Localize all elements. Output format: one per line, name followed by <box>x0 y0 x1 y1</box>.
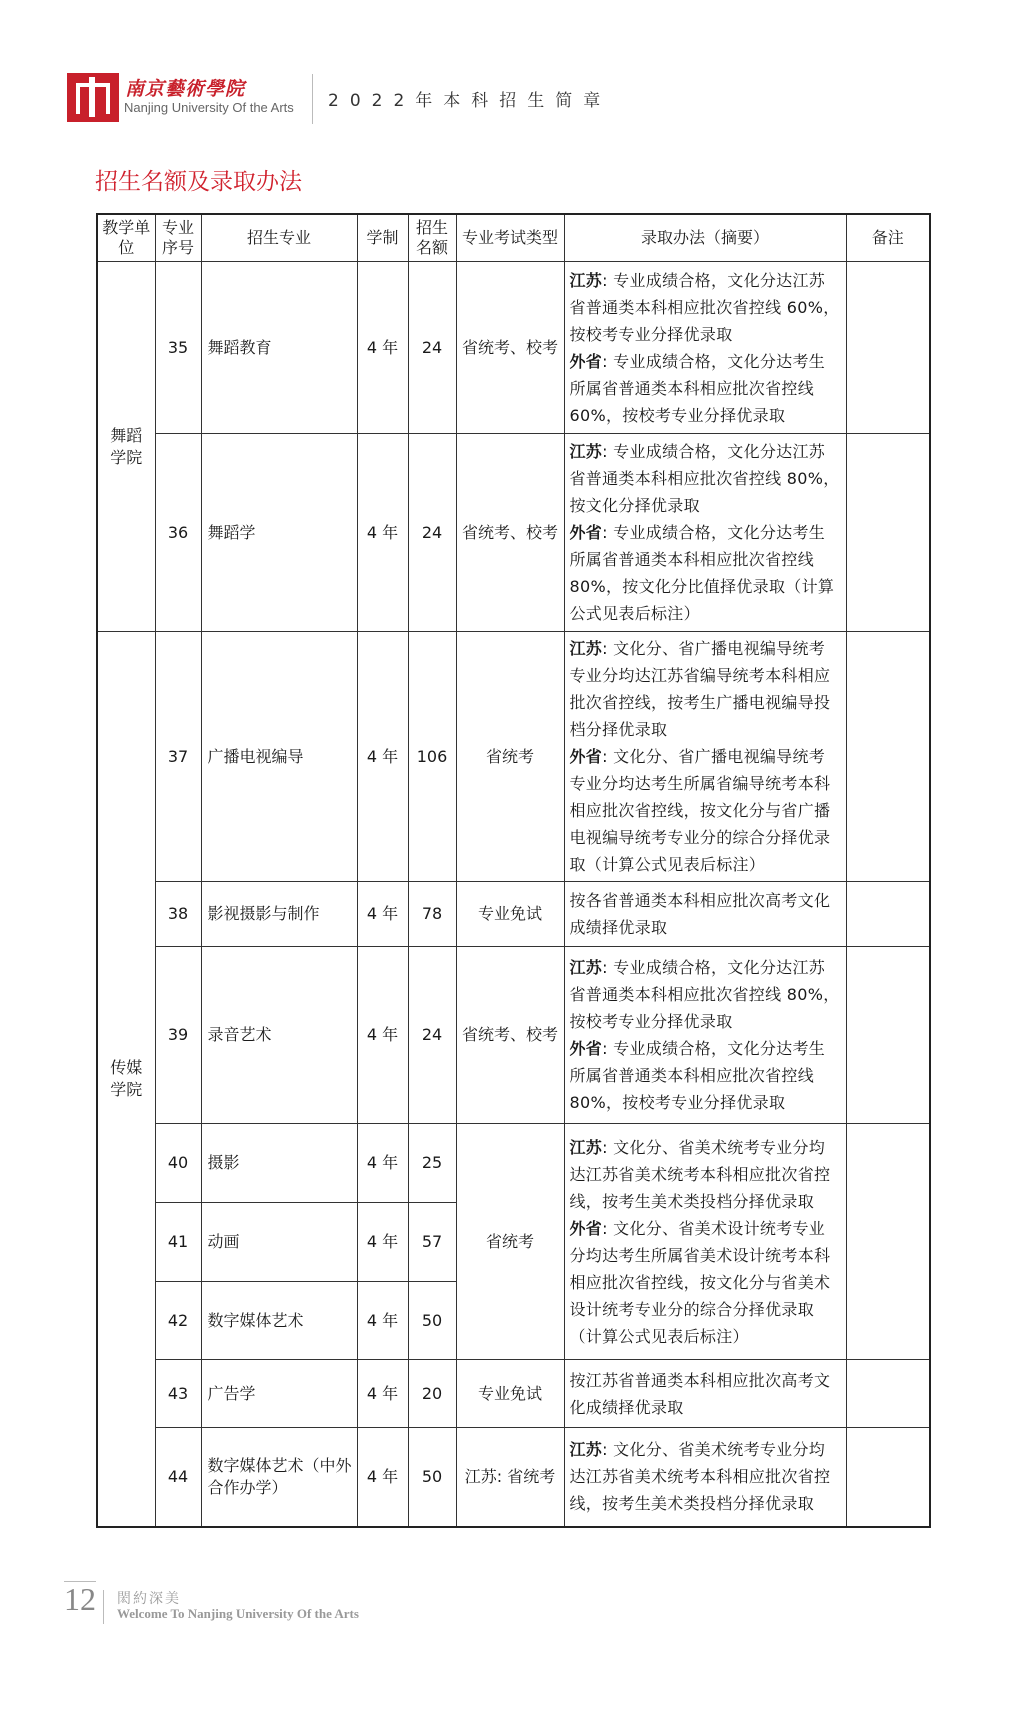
duration-cell: 4 年 <box>357 1203 408 1282</box>
major-number-cell: 42 <box>155 1282 201 1360</box>
rule-text: : 专业成绩合格，文化分达江苏省普通类本科相应批次省控线 80%，按文化分择优录取 <box>569 442 840 515</box>
admission-rule-cell <box>564 1428 846 1527</box>
admission-rule-cell <box>564 262 846 434</box>
university-logo <box>67 73 119 122</box>
rule-paragraph <box>570 743 841 878</box>
duration-cell: 4 年 <box>357 1282 408 1360</box>
major-number-cell: 38 <box>155 882 201 947</box>
major-number-cell: 39 <box>155 947 201 1124</box>
table-row <box>97 1428 930 1527</box>
quota-cell: 20 <box>408 1360 456 1428</box>
rule-text: : 专业成绩合格，文化分达考生所属省普通类本科相应批次省控线 80%，按校考专业分择优录取 <box>569 1039 826 1112</box>
note-cell <box>846 1124 930 1360</box>
note-cell <box>846 632 930 882</box>
major-number-cell: 43 <box>155 1360 201 1428</box>
rule-text: 按江苏省普通类本科相应批次高考文化成绩择优录取 <box>569 1370 831 1417</box>
rule-region-label: 江苏 <box>569 1440 603 1460</box>
rule-region-label: 外省 <box>569 351 603 371</box>
note-cell <box>846 1360 930 1428</box>
admission-rule-cell <box>564 434 846 632</box>
quota-cell: 78 <box>408 882 456 947</box>
table-row <box>97 947 930 1124</box>
major-name-cell: 舞蹈教育 <box>201 262 357 434</box>
table-row <box>97 262 930 434</box>
quota-cell: 24 <box>408 947 456 1124</box>
admission-rule-cell <box>564 882 846 947</box>
major-number-cell: 36 <box>155 434 201 632</box>
rule-paragraph <box>570 348 841 429</box>
footer-divider <box>103 1590 104 1624</box>
rule-paragraph <box>570 1215 841 1350</box>
exam-type-cell: 省统考、校考 <box>456 947 564 1124</box>
note-cell <box>846 882 930 947</box>
column-header: 专业序号 <box>155 214 201 262</box>
exam-type-cell: 专业免试 <box>456 882 564 947</box>
duration-cell: 4 年 <box>357 1124 408 1203</box>
quota-cell: 57 <box>408 1203 456 1282</box>
rule-text: : 文化分、省美术设计统考专业分均达考生所属省美术设计统考本科相应批次省控线，按文化分与省美术设计统考专业分的综合分择优录取（计算公式见表后标注） <box>569 1218 831 1346</box>
note-cell <box>846 1428 930 1527</box>
major-number-cell: 40 <box>155 1124 201 1203</box>
admission-table <box>96 213 931 1528</box>
exam-type-cell: 省统考、校考 <box>456 434 564 632</box>
duration-cell: 4 年 <box>357 1360 408 1428</box>
quota-cell: 50 <box>408 1282 456 1360</box>
exam-type-cell: 省统考、校考 <box>456 262 564 434</box>
rule-text: : 文化分、省美术统考专业分均达江苏省美术统考本科相应批次省控线，按考生美术类投档分择优录取 <box>569 1440 831 1514</box>
rule-region-label: 外省 <box>569 1218 603 1238</box>
duration-cell: 4 年 <box>357 632 408 882</box>
rule-region-label: 外省 <box>569 747 603 766</box>
column-header: 录取办法（摘要） <box>564 214 846 262</box>
major-name-cell: 数字媒体艺术 <box>201 1282 357 1360</box>
duration-cell: 4 年 <box>357 882 408 947</box>
duration-cell: 4 年 <box>357 947 408 1124</box>
admission-rule-cell <box>564 1360 846 1428</box>
rule-text: : 文化分、省广播电视编导统考专业分均达考生所属省编导统考本科相应批次省控线，按文化分与省广播电视编导统考专业分的综合分择优录取（计算公式见表后标注） <box>569 747 831 874</box>
rule-paragraph <box>570 1134 841 1215</box>
rule-paragraph <box>570 267 841 348</box>
duration-cell: 4 年 <box>357 434 408 632</box>
exam-type-cell: 省统考 <box>456 1124 564 1360</box>
table-row <box>97 1360 930 1428</box>
column-header: 招生专业 <box>201 214 357 262</box>
exam-type-cell: 省统考 <box>456 632 564 882</box>
rule-text: : 专业成绩合格，文化分达考生所属省普通类本科相应批次省控线 60%，按校考专业分择优录取 <box>569 351 826 425</box>
quota-cell: 106 <box>408 632 456 882</box>
table-row <box>97 434 930 632</box>
major-name-cell: 广播电视编导 <box>201 632 357 882</box>
column-header: 学制 <box>357 214 408 262</box>
rule-paragraph <box>570 1035 841 1116</box>
table-row <box>97 882 930 947</box>
teaching-unit-cell: 舞蹈学院 <box>97 262 155 632</box>
section-title: 招生名额及录取办法 <box>95 169 302 195</box>
note-cell <box>846 947 930 1124</box>
footer-slogan-cn: 閎約深美 <box>117 1591 181 1607</box>
rule-text: : 专业成绩合格，文化分达江苏省普通类本科相应批次省控线 80%，按校考专业分择优录取 <box>569 958 840 1031</box>
quota-cell: 24 <box>408 262 456 434</box>
rule-paragraph <box>570 519 841 627</box>
exam-type-cell: 专业免试 <box>456 1360 564 1428</box>
table-row <box>97 1124 930 1203</box>
quota-cell: 25 <box>408 1124 456 1203</box>
duration-cell: 4 年 <box>357 1428 408 1527</box>
rule-paragraph <box>570 635 841 743</box>
major-number-cell: 35 <box>155 262 201 434</box>
quota-cell: 50 <box>408 1428 456 1527</box>
major-name-cell: 数字媒体艺术（中外合作办学） <box>201 1428 357 1527</box>
major-number-cell: 41 <box>155 1203 201 1282</box>
rule-paragraph <box>570 1367 841 1421</box>
rule-region-label: 江苏 <box>569 639 603 658</box>
admission-rule-cell <box>564 632 846 882</box>
column-header: 教学单位 <box>97 214 155 262</box>
brand-name-en: Nanjing University Of the Arts <box>124 100 294 115</box>
document-title: 2022年本科招生简章 <box>328 91 612 111</box>
rule-text: : 专业成绩合格，文化分达江苏省普通类本科相应批次省控线 60%，按校考专业分择优录取 <box>569 270 840 344</box>
rule-region-label: 外省 <box>569 523 603 542</box>
rule-paragraph <box>570 438 841 519</box>
column-header: 专业考试类型 <box>456 214 564 262</box>
rule-region-label: 外省 <box>569 1039 603 1058</box>
brand-name-cn: 南京藝術學院 <box>125 78 246 100</box>
rule-text: : 专业成绩合格，文化分达考生所属省普通类本科相应批次省控线 80%，按文化分比值择优录取（计算公式见表后标注） <box>569 523 835 623</box>
rule-text: 按各省普通类本科相应批次高考文化成绩择优录取 <box>569 891 831 937</box>
rule-paragraph <box>570 1436 841 1517</box>
quota-cell: 24 <box>408 434 456 632</box>
table-header-row <box>97 214 930 262</box>
duration-cell: 4 年 <box>357 262 408 434</box>
note-cell <box>846 434 930 632</box>
rule-paragraph <box>570 954 841 1035</box>
header-divider <box>312 74 313 124</box>
admission-rule-cell <box>564 1124 846 1360</box>
major-name-cell: 录音艺术 <box>201 947 357 1124</box>
major-name-cell: 广告学 <box>201 1360 357 1428</box>
table-row <box>97 632 930 882</box>
admission-rule-cell <box>564 947 846 1124</box>
major-name-cell: 影视摄影与制作 <box>201 882 357 947</box>
rule-paragraph <box>570 887 841 941</box>
note-cell <box>846 262 930 434</box>
major-name-cell: 舞蹈学 <box>201 434 357 632</box>
major-name-cell: 动画 <box>201 1203 357 1282</box>
teaching-unit-cell: 传媒学院 <box>97 632 155 1527</box>
column-header: 招生名额 <box>408 214 456 262</box>
footer-slogan-en: Welcome To Nanjing University Of the Arts <box>117 1606 359 1621</box>
major-name-cell: 摄影 <box>201 1124 357 1203</box>
rule-region-label: 江苏 <box>569 1137 603 1157</box>
rule-region-label: 江苏 <box>569 270 603 290</box>
major-number-cell: 37 <box>155 632 201 882</box>
exam-type-cell: 江苏: 省统考 <box>456 1428 564 1527</box>
rule-region-label: 江苏 <box>569 958 603 977</box>
page-number: 12 <box>64 1581 96 1617</box>
column-header: 备注 <box>846 214 930 262</box>
major-number-cell: 44 <box>155 1428 201 1527</box>
rule-text: : 文化分、省广播电视编导统考专业分均达江苏省编导统考本科相应批次省控线，按考生广播电视编导投档分择优录取 <box>569 639 831 739</box>
rule-region-label: 江苏 <box>569 442 603 461</box>
rule-text: : 文化分、省美术统考专业分均达江苏省美术统考本科相应批次省控线，按考生美术类投档分择优录取 <box>569 1137 831 1211</box>
